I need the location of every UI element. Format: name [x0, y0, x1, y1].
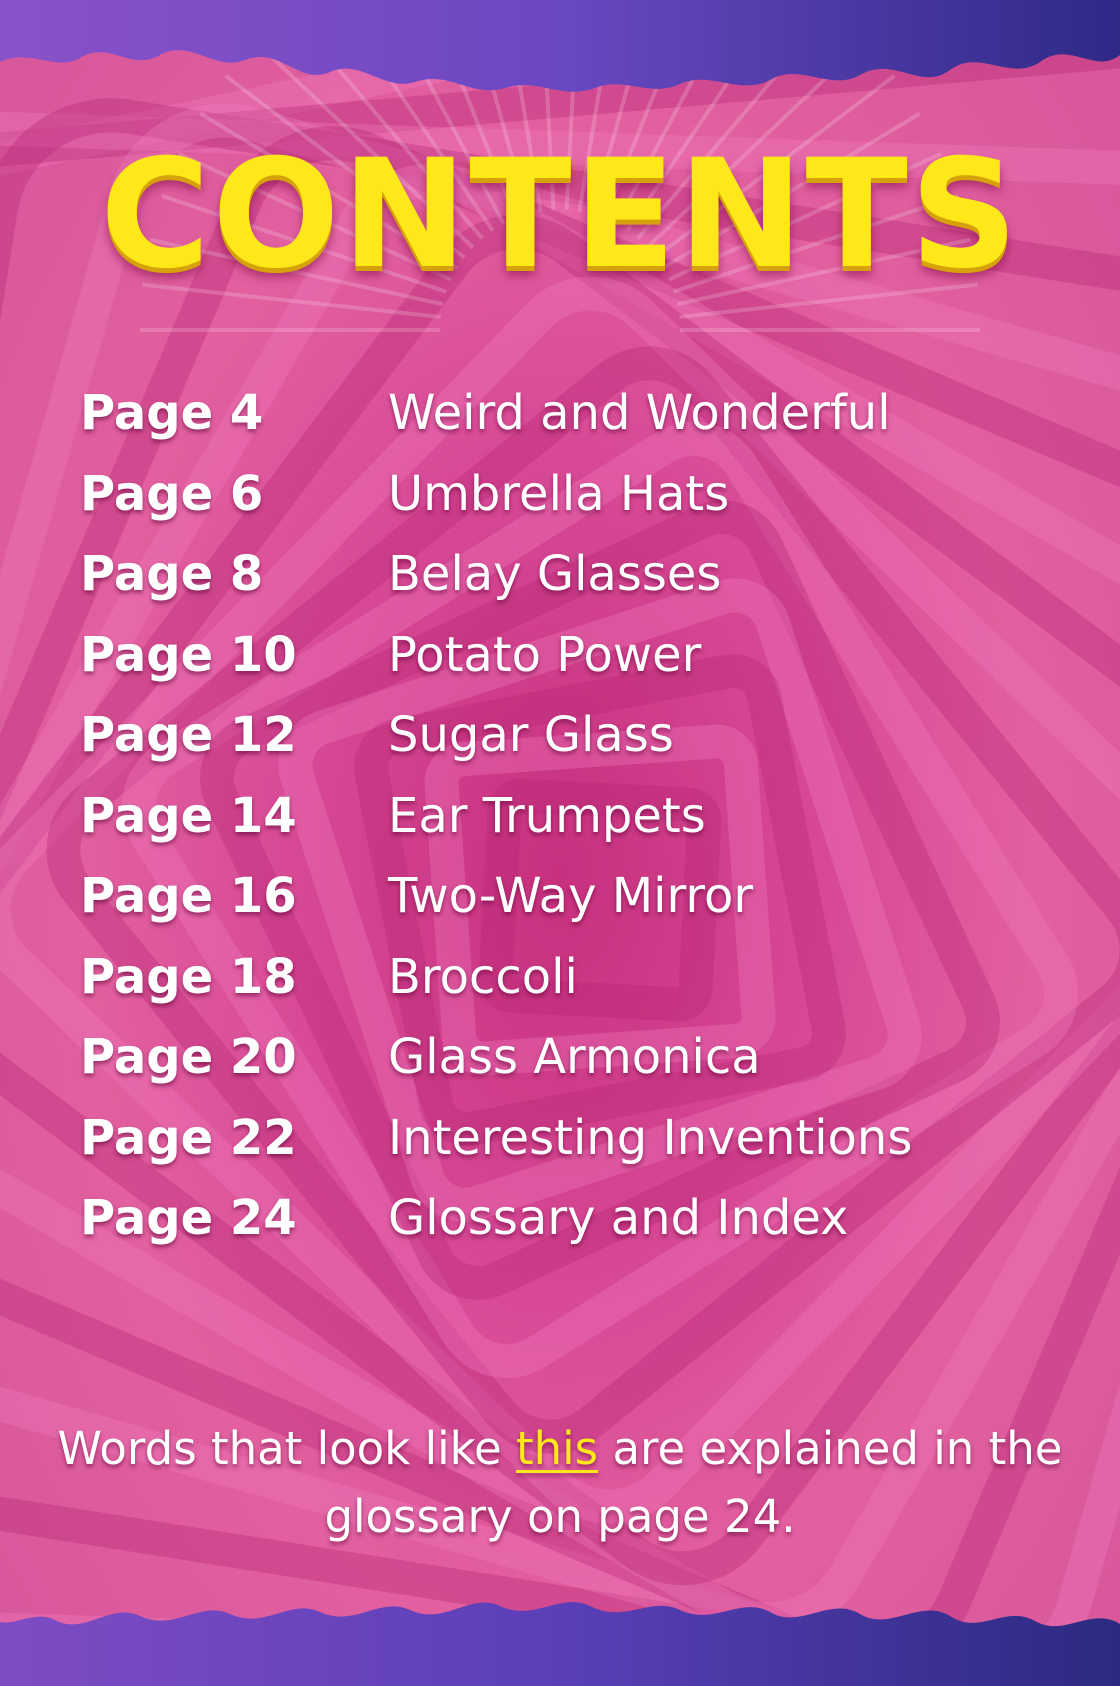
list-item — [0, 868, 1120, 949]
list-item — [0, 1110, 1120, 1191]
top-wave-border — [0, 0, 1120, 120]
page-number: Page 4 — [80, 385, 264, 441]
chapter-title: Broccoli — [388, 948, 578, 1005]
list-item — [0, 546, 1120, 627]
list-item — [0, 1190, 1120, 1271]
list-item — [0, 1029, 1120, 1110]
page-number: Page 22 — [80, 1109, 297, 1166]
chapter-title: Sugar Glass — [388, 707, 674, 763]
page-number: Page 16 — [80, 868, 297, 924]
bottom-wave-border — [0, 1566, 1120, 1686]
glossary-note-text: are explained in the glossary on page 24. — [324, 1422, 1063, 1543]
chapter-title: Glossary and Index — [388, 1190, 849, 1246]
contents-list — [0, 385, 1120, 1271]
chapter-title: Two-Way Mirror — [388, 868, 754, 924]
list-item — [0, 385, 1120, 466]
chapter-title: Glass Armonica — [388, 1029, 761, 1085]
page-number: Page 20 — [80, 1029, 297, 1085]
glossary-note-text: Words that look like — [57, 1422, 517, 1475]
page-number: Page 18 — [80, 948, 297, 1005]
page-number: Page 6 — [80, 465, 264, 522]
page-number: Page 8 — [80, 546, 264, 602]
page-number: Page 10 — [80, 626, 297, 683]
page-title: CONTENTS — [100, 128, 1020, 302]
list-item — [0, 466, 1120, 547]
page-number: Page 12 — [80, 707, 297, 763]
list-item — [0, 707, 1120, 788]
glossary-note — [40, 1415, 1080, 1551]
chapter-title: Ear Trumpets — [388, 787, 706, 844]
page-number: Page 14 — [80, 787, 297, 844]
list-item — [0, 788, 1120, 869]
chapter-title: Weird and Wonderful — [388, 385, 891, 441]
chapter-title: Interesting Inventions — [388, 1109, 913, 1166]
page-number: Page 24 — [80, 1190, 297, 1246]
glossary-example-word: this — [516, 1422, 599, 1475]
list-item — [0, 627, 1120, 708]
chapter-title: Belay Glasses — [388, 546, 722, 602]
chapter-title: Umbrella Hats — [388, 465, 730, 522]
chapter-title: Potato Power — [388, 626, 702, 683]
list-item — [0, 949, 1120, 1030]
